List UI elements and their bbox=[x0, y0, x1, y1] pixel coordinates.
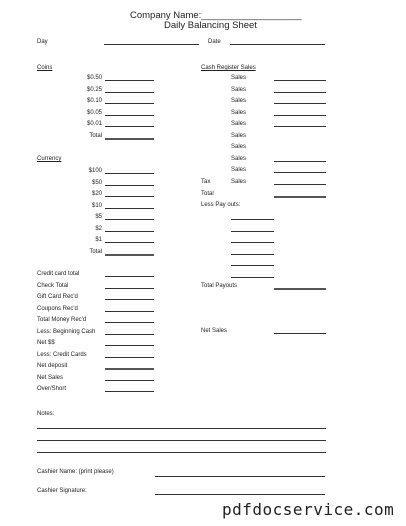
currency-denomination-label: $5 bbox=[95, 214, 102, 220]
coin-denomination-label: $0.05 bbox=[86, 109, 102, 116]
payout-line-field[interactable] bbox=[231, 231, 274, 232]
register-sales-label: Sales bbox=[231, 167, 247, 173]
summary-row-field[interactable] bbox=[105, 345, 154, 346]
coins-total-field[interactable] bbox=[105, 138, 154, 140]
currency-amount-field[interactable] bbox=[105, 173, 154, 174]
register-sales-label: Sales bbox=[231, 86, 247, 93]
coins-total-label: Total bbox=[89, 132, 102, 139]
currency-amount-field[interactable] bbox=[105, 185, 154, 186]
coin-amount-field[interactable] bbox=[105, 92, 154, 93]
currency-amount-field[interactable] bbox=[105, 196, 154, 197]
summary-row-label: Total Money Rec'd bbox=[37, 317, 87, 323]
date-field[interactable] bbox=[230, 44, 325, 45]
cashier-name-field[interactable] bbox=[155, 476, 325, 477]
payout-line-field[interactable] bbox=[231, 254, 274, 255]
payout-line-field[interactable] bbox=[231, 219, 274, 220]
notes-line-3[interactable] bbox=[37, 452, 326, 453]
currency-denomination-label: $10 bbox=[91, 202, 102, 209]
coin-denomination-label: $0.25 bbox=[86, 86, 102, 93]
summary-row-field[interactable] bbox=[105, 299, 154, 300]
summary-row-label: Gift Card Rec'd bbox=[37, 294, 78, 300]
register-heading: Cash Register Sales bbox=[201, 65, 256, 71]
total-payouts-field[interactable] bbox=[274, 288, 326, 290]
currency-amount-field[interactable] bbox=[105, 219, 154, 220]
currency-amount-field[interactable] bbox=[105, 208, 154, 209]
coin-amount-field[interactable] bbox=[105, 80, 154, 81]
day-label: Day bbox=[37, 39, 48, 45]
summary-row-field[interactable] bbox=[105, 276, 154, 277]
register-sales-label: Sales bbox=[231, 98, 247, 104]
summary-row-field[interactable] bbox=[105, 334, 154, 335]
currency-amount-field[interactable] bbox=[105, 242, 154, 243]
coin-denomination-label: $0.50 bbox=[86, 75, 102, 81]
cashier-signature-field[interactable] bbox=[155, 494, 325, 495]
register-sales-field[interactable] bbox=[274, 184, 326, 185]
currency-heading: Currency bbox=[37, 156, 62, 162]
day-field[interactable] bbox=[104, 44, 199, 45]
summary-row-label: Coupons Rec'd bbox=[37, 305, 78, 312]
payout-line-field[interactable] bbox=[231, 265, 274, 266]
company-name-label: Company Name:___________________ bbox=[130, 10, 302, 21]
currency-denomination-label: $20 bbox=[91, 191, 102, 197]
coin-amount-field[interactable] bbox=[105, 126, 154, 127]
notes-line-2[interactable] bbox=[37, 440, 326, 441]
register-sales-label: Sales bbox=[231, 144, 247, 150]
less-payouts-label: Less Pay outs: bbox=[201, 202, 241, 208]
currency-total-field[interactable] bbox=[105, 254, 154, 256]
summary-row-field[interactable] bbox=[105, 391, 154, 392]
register-sales-field[interactable] bbox=[274, 92, 326, 93]
summary-row-field[interactable] bbox=[105, 357, 154, 358]
payout-line-field[interactable] bbox=[231, 242, 274, 243]
coin-amount-field[interactable] bbox=[105, 115, 154, 116]
summary-row-field[interactable] bbox=[105, 368, 154, 370]
register-sales-label: Sales bbox=[231, 132, 247, 139]
net-sales-label-right: Net Sales bbox=[201, 328, 228, 334]
register-sales-label: Sales bbox=[231, 109, 247, 116]
notes-label: Notes: bbox=[37, 411, 55, 417]
summary-row-label: Net $$ bbox=[37, 340, 55, 346]
register-sales-field[interactable] bbox=[274, 103, 326, 104]
coin-denomination-label: $0.01 bbox=[86, 121, 102, 127]
register-sales-label: Sales bbox=[231, 75, 247, 81]
cashier-name-label: Cashier Name: (print please) bbox=[37, 469, 114, 475]
summary-row-field[interactable] bbox=[105, 380, 154, 381]
summary-row-label: Credit card total bbox=[37, 271, 80, 277]
register-sales-label: Sales bbox=[231, 155, 247, 162]
summary-row-field[interactable] bbox=[105, 322, 154, 323]
tax-label: Tax bbox=[201, 179, 211, 185]
cashier-signature-label: Cashier Signature: bbox=[37, 488, 87, 494]
notes-line-1[interactable] bbox=[37, 428, 326, 429]
register-total-field[interactable] bbox=[274, 196, 326, 198]
coins-heading: Coins bbox=[37, 65, 53, 71]
register-sales-field[interactable] bbox=[274, 115, 326, 116]
currency-amount-field[interactable] bbox=[105, 231, 154, 232]
register-sales-field[interactable] bbox=[274, 161, 326, 162]
coin-denomination-label: $0.10 bbox=[86, 98, 102, 104]
register-sales-field[interactable] bbox=[274, 172, 326, 173]
payout-line-field[interactable] bbox=[231, 277, 274, 278]
summary-row-label: Net Sales bbox=[37, 374, 64, 381]
total-payouts-label: Total Payouts bbox=[201, 283, 238, 289]
currency-denomination-label: $100 bbox=[88, 168, 102, 174]
currency-denomination-label: $50 bbox=[91, 179, 102, 186]
register-sales-label: Sales bbox=[231, 121, 247, 127]
summary-row-field[interactable] bbox=[105, 288, 154, 289]
summary-row-label: Over/Short bbox=[37, 386, 67, 392]
summary-row-label: Net deposit bbox=[37, 363, 68, 369]
summary-row-label: Less: Beginning Cash bbox=[37, 328, 96, 335]
net-sales-field-right[interactable] bbox=[274, 333, 326, 334]
register-total-label: Total bbox=[201, 191, 214, 197]
register-sales-label: Sales bbox=[231, 178, 247, 185]
summary-row-label: Check Total bbox=[37, 282, 69, 289]
sheet-title: Daily Balancing Sheet bbox=[164, 20, 257, 31]
date-label: Date bbox=[208, 39, 221, 45]
watermark-text: pdfdocservice.com bbox=[222, 500, 395, 519]
currency-total-label: Total bbox=[89, 248, 102, 255]
currency-denomination-label: $1 bbox=[95, 237, 102, 243]
coin-amount-field[interactable] bbox=[105, 103, 154, 104]
summary-row-label: Less: Credit Cards bbox=[37, 351, 87, 358]
register-sales-field[interactable] bbox=[274, 126, 326, 127]
currency-denomination-label: $2 bbox=[95, 225, 102, 232]
register-sales-field[interactable] bbox=[274, 80, 326, 81]
summary-row-field[interactable] bbox=[105, 311, 154, 312]
